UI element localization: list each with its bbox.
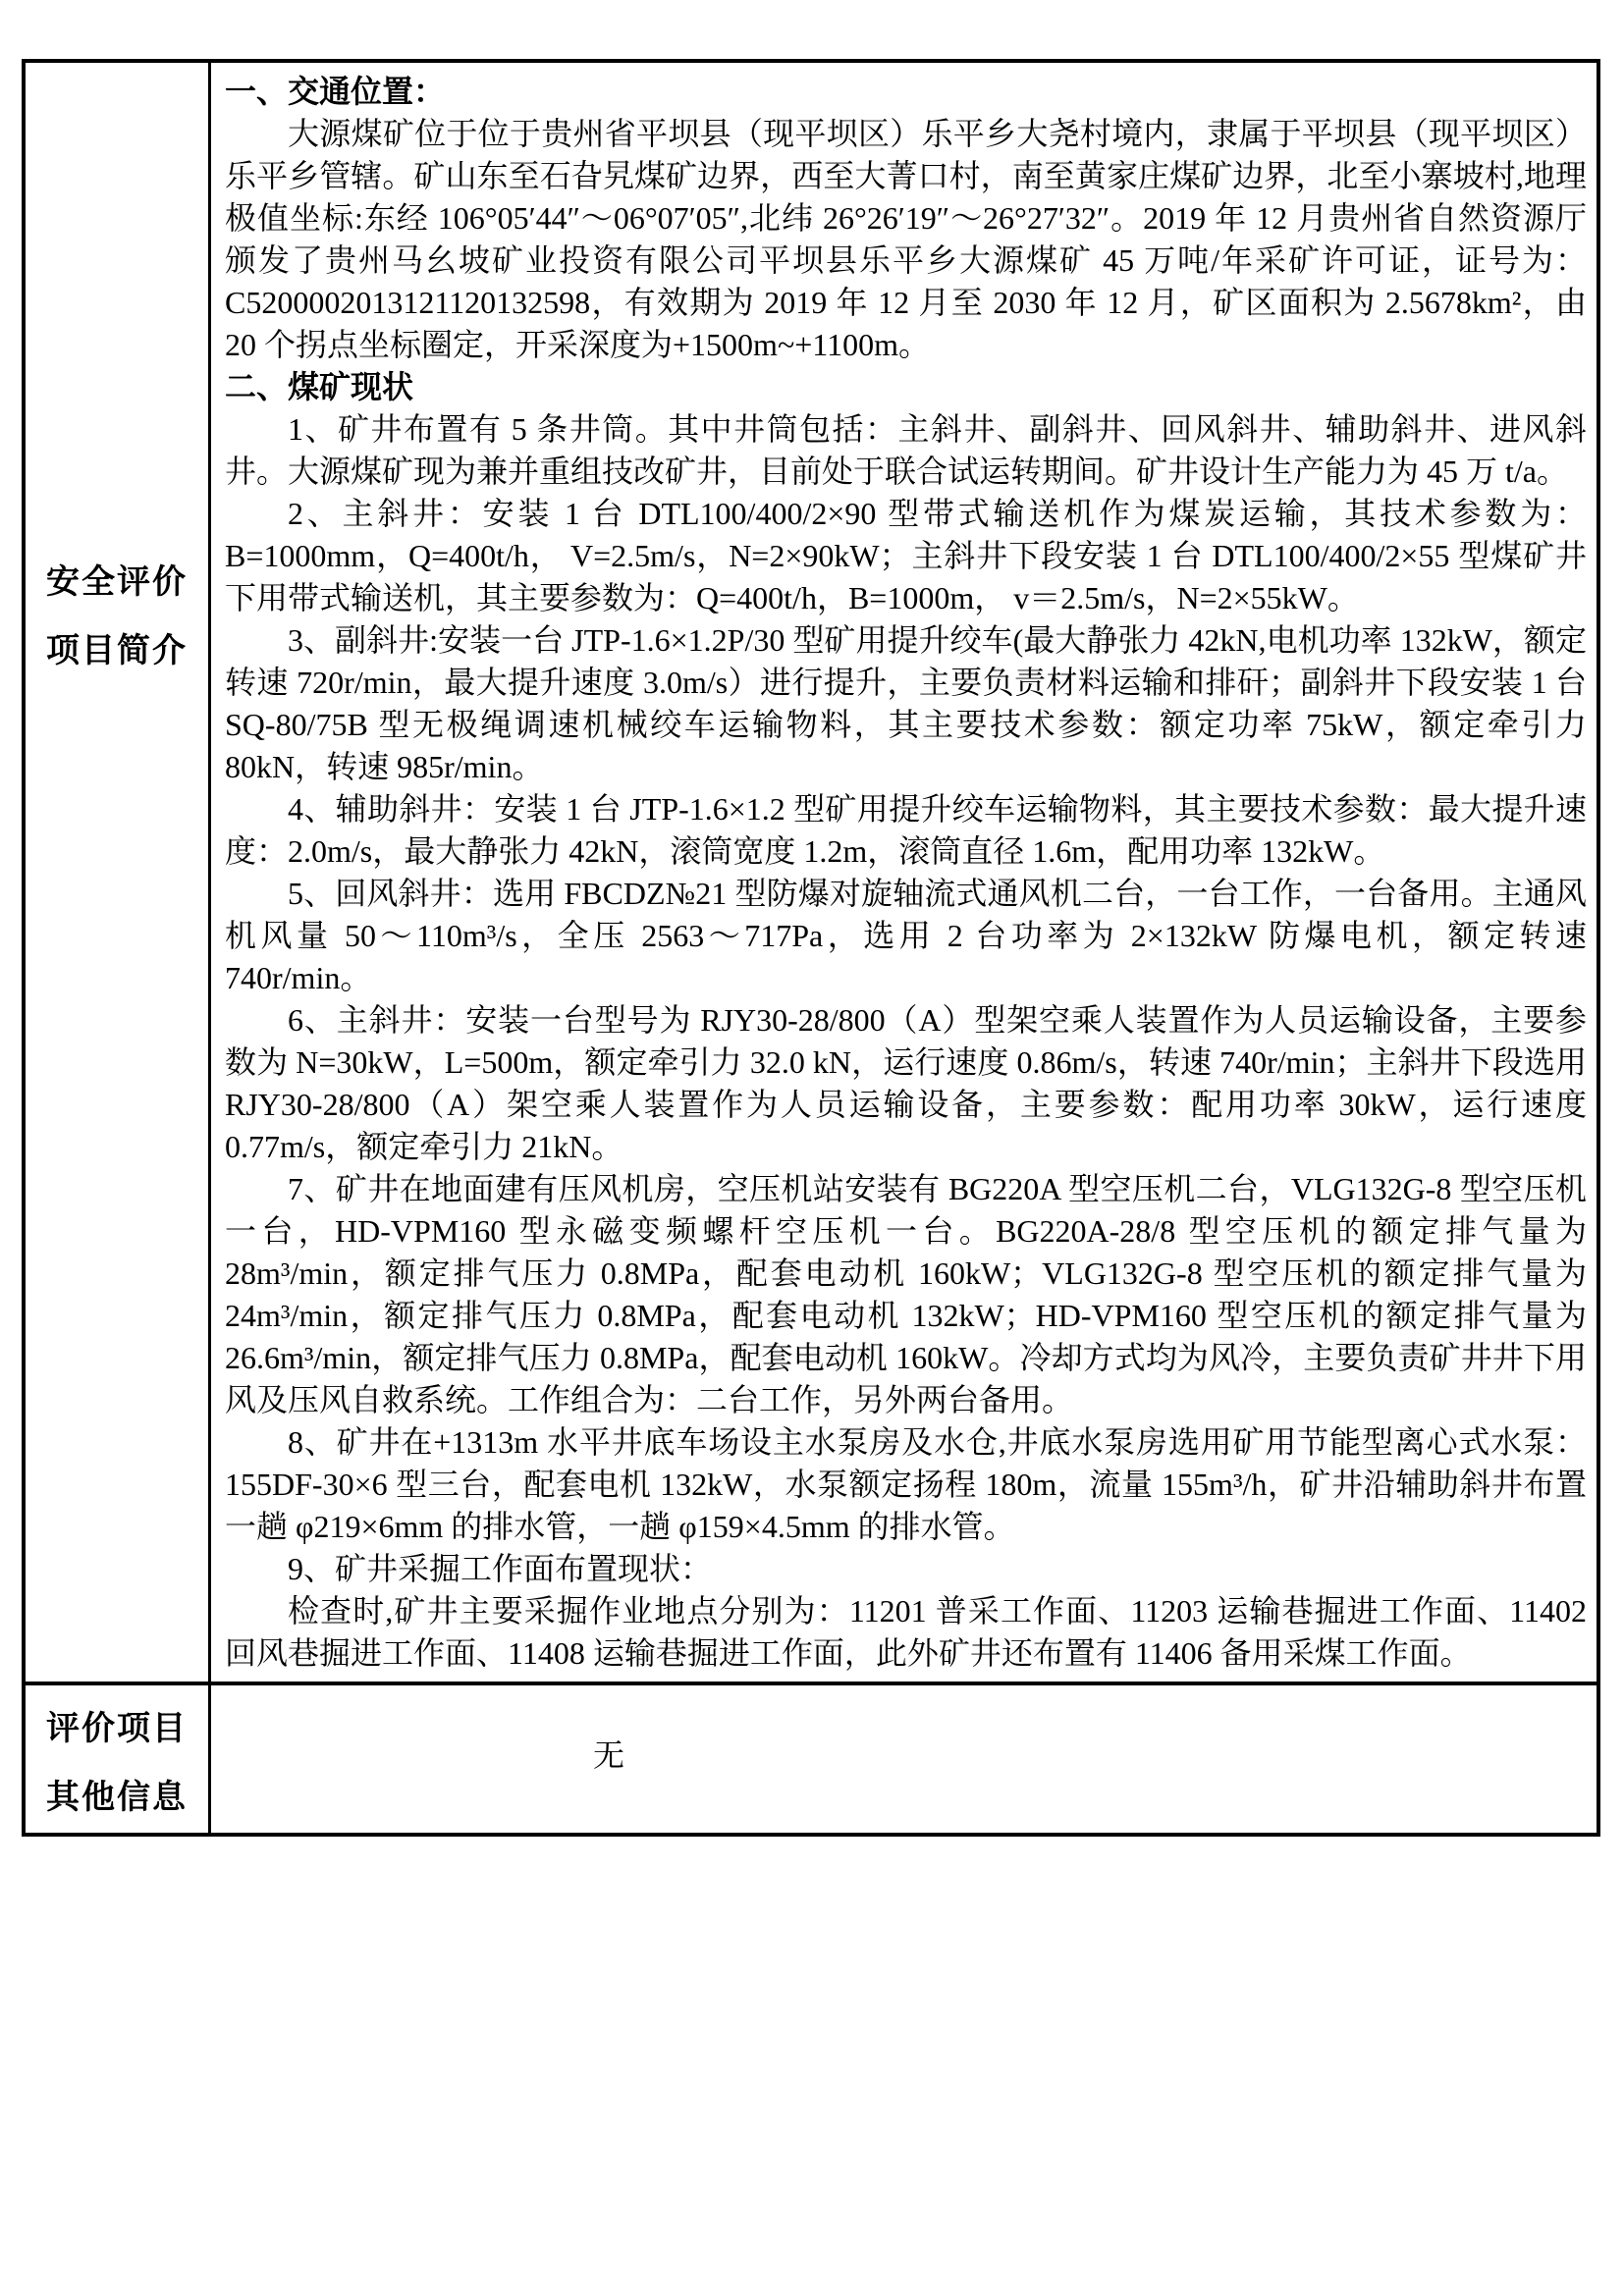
para-shafts-overview: 1、矿井布置有 5 条井筒。其中井筒包括：主斜井、副斜井、回风斜井、辅助斜井、进风斜井。大源煤矿现为兼并重组技改矿井，目前处于联合试运转期间。矿井设计生产能力为 45 万 t/a。	[225, 411, 1587, 489]
para-vice-incline-winch: 3、副斜井:安装一台 JTP-1.6×1.2P/30 型矿用提升绞车(最大静张力 42kN,电机功率 132kW，额定转速 720r/min，最大提升速度 3.0m/s）进行提升，主要负责材料运输和排矸；副斜井下段安装 1 台 SQ-80/75B 型无极绳调速机械绞车运输物料，其主要技术参数：额定功率 75kW，额定牵引力 80kN，转速 985r/min。	[225, 622, 1587, 784]
row-label-line-1: 安全评价	[46, 564, 188, 601]
row-label-other-info	[26, 1685, 211, 1833]
heading-mine-status: 二、煤矿现状	[225, 369, 414, 404]
para-auxiliary-incline-winch: 4、辅助斜井：安装 1 台 JTP-1.6×1.2 型矿用提升绞车运输物料，其主要技术参数：最大提升速度：2.0m/s，最大静张力 42kN，滚筒宽度 1.2m，滚筒直径 1.6m，配用功率 132kW。	[225, 791, 1587, 869]
other-info-content	[211, 1685, 1597, 1821]
table-row-project-summary	[26, 63, 1597, 1685]
para-water-pumps: 8、矿井在+1313m 水平井底车场设主水泵房及水仓,井底水泵房选用矿用节能型离心式水泵：155DF-30×6 型三台，配套电机 132kW，水泵额定扬程 180m，流量 155m³/h，矿井沿辅助斜井布置一趟 φ219×6mm 的排水管，一趟 φ159×4.5mm 的排水管。	[225, 1424, 1587, 1544]
para-traffic-location: 大源煤矿位于位于贵州省平坝县（现平坝区）乐平乡大尧村境内，隶属于平坝县（现平坝区）乐平乡管辖。矿山东至石旮旯煤矿边界，西至大菁口村，南至黄家庄煤矿边界，北至小寨坡村,地理极值坐标:东经 106°05′44″～06°07′05″,北纬 26°26′19″～26°27′32″。2019 年 12 月贵州省自然资源厅颁发了贵州马幺坡矿业投资有限公司平坝县乐平乡大源煤矿 45 万吨/年采矿许可证，证号为：C5200002013121120132598，有效期为 2019 年 12 月至 2030 年 12 月，矿区面积为 2.5678km²，由 20 个拐点坐标圈定，开采深度为+1500m~+1100m。	[225, 116, 1587, 362]
row-label-line-2: 项目简介	[46, 633, 188, 669]
other-info-value: 无	[593, 1737, 625, 1773]
row-label-line-1: 评价项目	[46, 1711, 188, 1747]
para-main-incline-conveyor: 2、主斜井：安装 1 台 DTL100/400/2×90 型带式输送机作为煤炭运输，其技术参数为：B=1000mm，Q=400t/h， V=2.5m/s，N=2×90kW；主斜井下段安装 1 台 DTL100/400/2×55 型煤矿井下用带式输送机，其主要参数为：Q=400t/h，B=1000m， v＝2.5m/s，N=2×55kW。	[225, 496, 1587, 615]
heading-traffic-location: 一、交通位置：	[225, 74, 446, 109]
row-label-line-2: 其他信息	[46, 1780, 188, 1816]
table-row-other-info	[26, 1685, 1597, 1833]
project-summary-content	[211, 63, 1597, 1682]
evaluation-table	[22, 59, 1600, 1837]
para-working-faces-detail: 检查时,矿井主要采掘作业地点分别为：11201 普采工作面、11203 运输巷掘进工作面、11402 回风巷掘进工作面、11408 运输巷掘进工作面，此外矿井还布置有 11406 备用采煤工作面。	[225, 1593, 1587, 1671]
para-return-air-incline-fan: 5、回风斜井：选用 FBCDZ№21 型防爆对旋轴流式通风机二台，一台工作，一台备用。主通风机风量 50～110m³/s，全压 2563～717Pa，选用 2 台功率为 2×132kW 防爆电机，额定转速 740r/min。	[225, 876, 1587, 995]
para-main-incline-manrider: 6、主斜井：安装一台型号为 RJY30-28/800（A）型架空乘人装置作为人员运输设备，主要参数为 N=30kW，L=500m，额定牵引力 32.0 kN，运行速度 0.86m/s，转速 740r/min；主斜井下段选用 RJY30-28/800（A）架空乘人装置作为人员运输设备，主要参数：配用功率 30kW，运行速度 0.77m/s，额定牵引力 21kN。	[225, 1002, 1587, 1164]
para-air-compressors: 7、矿井在地面建有压风机房，空压机站安装有 BG220A 型空压机二台，VLG132G-8 型空压机一台，HD-VPM160 型永磁变频螺杆空压机一台。BG220A-28/8 型空压机的额定排气量为 28m³/min，额定排气压力 0.8MPa，配套电动机 160kW；VLG132G-8 型空压机的额定排气量为 24m³/min，额定排气压力 0.8MPa，配套电动机 132kW；HD-VPM160 型空压机的额定排气量为 26.6m³/min，额定排气压力 0.8MPa，配套电动机 160kW。冷却方式均为风冷，主要负责矿井井下用风及压风自救系统。工作组合为：二台工作，另外两台备用。	[225, 1171, 1587, 1417]
row-label-safety-evaluation	[26, 63, 211, 1682]
para-working-faces-heading: 9、矿井采掘工作面布置现状：	[288, 1551, 713, 1586]
